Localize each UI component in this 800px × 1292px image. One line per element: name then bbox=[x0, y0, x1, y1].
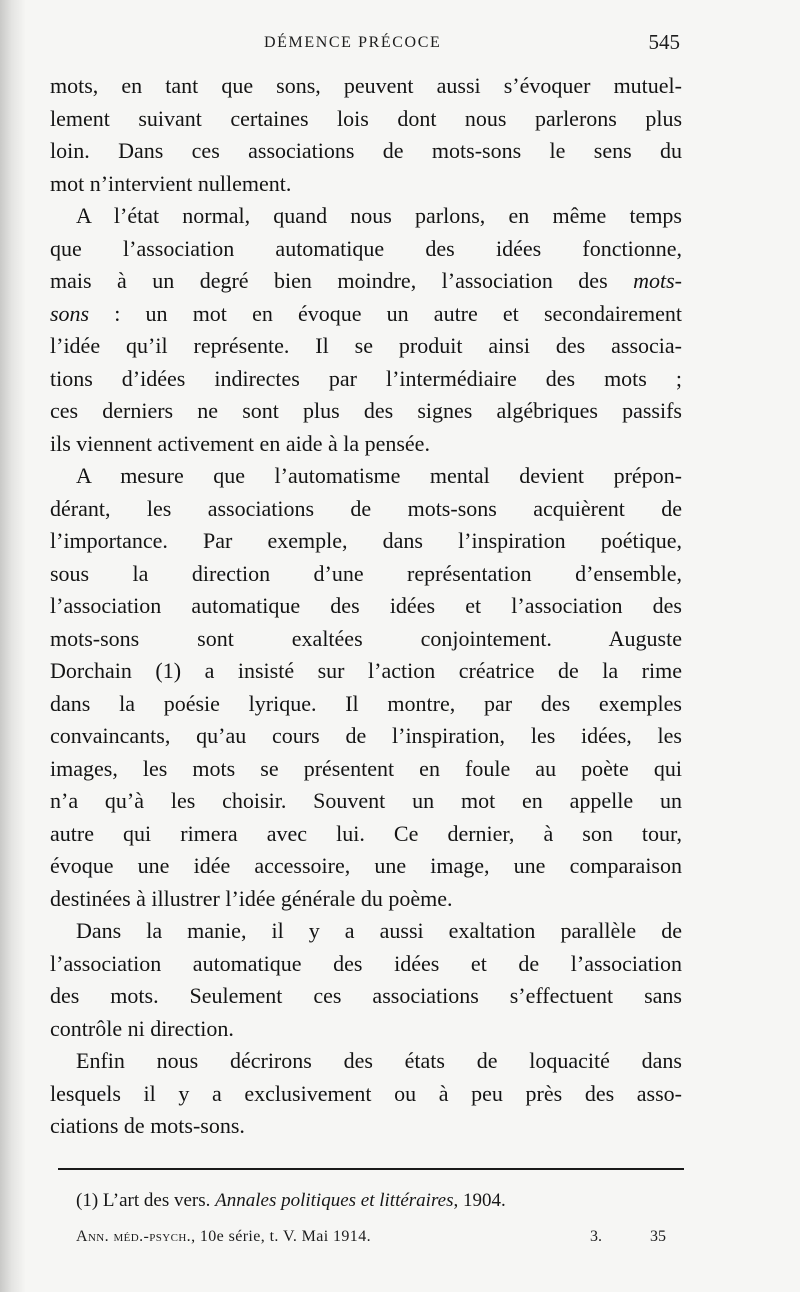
text-line: l’idée qu’il représente. Il se produit ainsi des associa- bbox=[50, 333, 682, 358]
text-segment: un mot en évoque un autre et secondairement bbox=[145, 300, 682, 326]
journal-abbrev: Ann. méd.-psych. bbox=[76, 1228, 192, 1245]
footnote-journal: Annales politiques et littéraires bbox=[215, 1190, 454, 1211]
paragraph-3 bbox=[50, 460, 682, 915]
running-title: DÉMENCE PRÉCOCE bbox=[264, 34, 442, 51]
text-line: ils viennent activement en aide à la pensée. bbox=[50, 430, 430, 456]
text-segment: mais à un degré bien moindre, l’association des bbox=[50, 268, 608, 293]
italic-term: sons bbox=[50, 300, 90, 326]
text-line: dérant, les associations de mots-sons acquièrent de bbox=[50, 495, 682, 521]
paragraph-2 bbox=[50, 200, 682, 460]
binding-shadow bbox=[0, 0, 26, 1292]
text-line: Dorchain (1) a insisté sur l’action créatrice de la rime bbox=[50, 658, 682, 683]
footnote-year: , 1904. bbox=[453, 1190, 506, 1211]
paragraph-4 bbox=[50, 915, 682, 1045]
journal-issue: , 10e série, t. V. Mai 1914. bbox=[191, 1228, 372, 1245]
paragraph-5 bbox=[50, 1045, 682, 1143]
text-line: Enfin nous décrirons des états de loquacité dans bbox=[76, 1048, 682, 1073]
text-line: l’association automatique des idées et l’association des bbox=[50, 593, 682, 618]
text-line: lesquels il y a exclusivement ou à peu près des asso- bbox=[50, 1080, 682, 1106]
footnote-rule bbox=[58, 1168, 684, 1170]
text-line: autre qui rimera avec lui. Ce dernier, à son tour, bbox=[50, 820, 682, 846]
text-line: Dans la manie, il y a aussi exaltation parallèle de bbox=[76, 918, 682, 943]
body-text bbox=[50, 70, 682, 1143]
text-line: tions d’idées indirectes par l’intermédiaire des mots ; bbox=[50, 365, 682, 391]
text-line: loin. Dans ces associations de mots-sons le sens du bbox=[50, 138, 682, 163]
footnote bbox=[76, 1190, 506, 1212]
text-line: des mots. Seulement ces associations s’effectuent sans bbox=[50, 983, 682, 1008]
footnote-marker: (1) L’art des vers. bbox=[76, 1190, 211, 1211]
text-line: mots-sons sont exaltées conjointement. Auguste bbox=[50, 625, 682, 651]
text-line: dans la poésie lyrique. Il montre, par des exemples bbox=[50, 690, 682, 716]
page-number: 545 bbox=[648, 30, 680, 54]
paragraph-1 bbox=[50, 70, 682, 200]
footer-journal bbox=[76, 1228, 371, 1246]
text-line: sons : un mot en évoque un autre et secondairement bbox=[50, 300, 682, 326]
text-line: l’association automatique des idées et de l’association bbox=[50, 950, 682, 976]
italic-term: mots- bbox=[633, 268, 682, 293]
text-line: destinées à illustrer l’idée générale du poème. bbox=[50, 885, 453, 911]
page-header bbox=[50, 30, 682, 64]
text-line: évoque une idée accessoire, une image, une comparaison bbox=[50, 853, 682, 878]
text-line: images, les mots se présentent en foule au poète qui bbox=[50, 755, 682, 781]
text-line: que l’association automatique des idées fonctionne, bbox=[50, 235, 682, 261]
text-line: A l’état normal, quand nous parlons, en même temps bbox=[76, 203, 682, 228]
text-line: l’importance. Par exemple, dans l’inspiration poétique, bbox=[50, 528, 682, 553]
text-line: A mesure que l’automatisme mental devient prépon- bbox=[76, 463, 682, 488]
text-line: mots, en tant que sons, peuvent aussi s’évoquer mutuel- bbox=[50, 73, 682, 98]
text-line: n’a qu’à les choisir. Souvent un mot en appelle un bbox=[50, 788, 682, 813]
page-footer bbox=[76, 1228, 666, 1252]
text-line: lement suivant certaines lois dont nous parlerons plus bbox=[50, 105, 682, 131]
sheet-number: 35 bbox=[650, 1228, 666, 1245]
text-line: sous la direction d’une représentation d’ensemble, bbox=[50, 560, 682, 586]
text-line: ciations de mots-sons. bbox=[50, 1113, 245, 1138]
signature-mark: 3. bbox=[590, 1228, 602, 1245]
text-line: mot n’intervient nullement. bbox=[50, 170, 292, 196]
text-line bbox=[50, 265, 682, 298]
text-line: convaincants, qu’au cours de l’inspiration, les idées, les bbox=[50, 723, 682, 748]
text-line: ces derniers ne sont plus des signes algébriques passifs bbox=[50, 398, 682, 423]
text-line: contrôle ni direction. bbox=[50, 1015, 234, 1041]
